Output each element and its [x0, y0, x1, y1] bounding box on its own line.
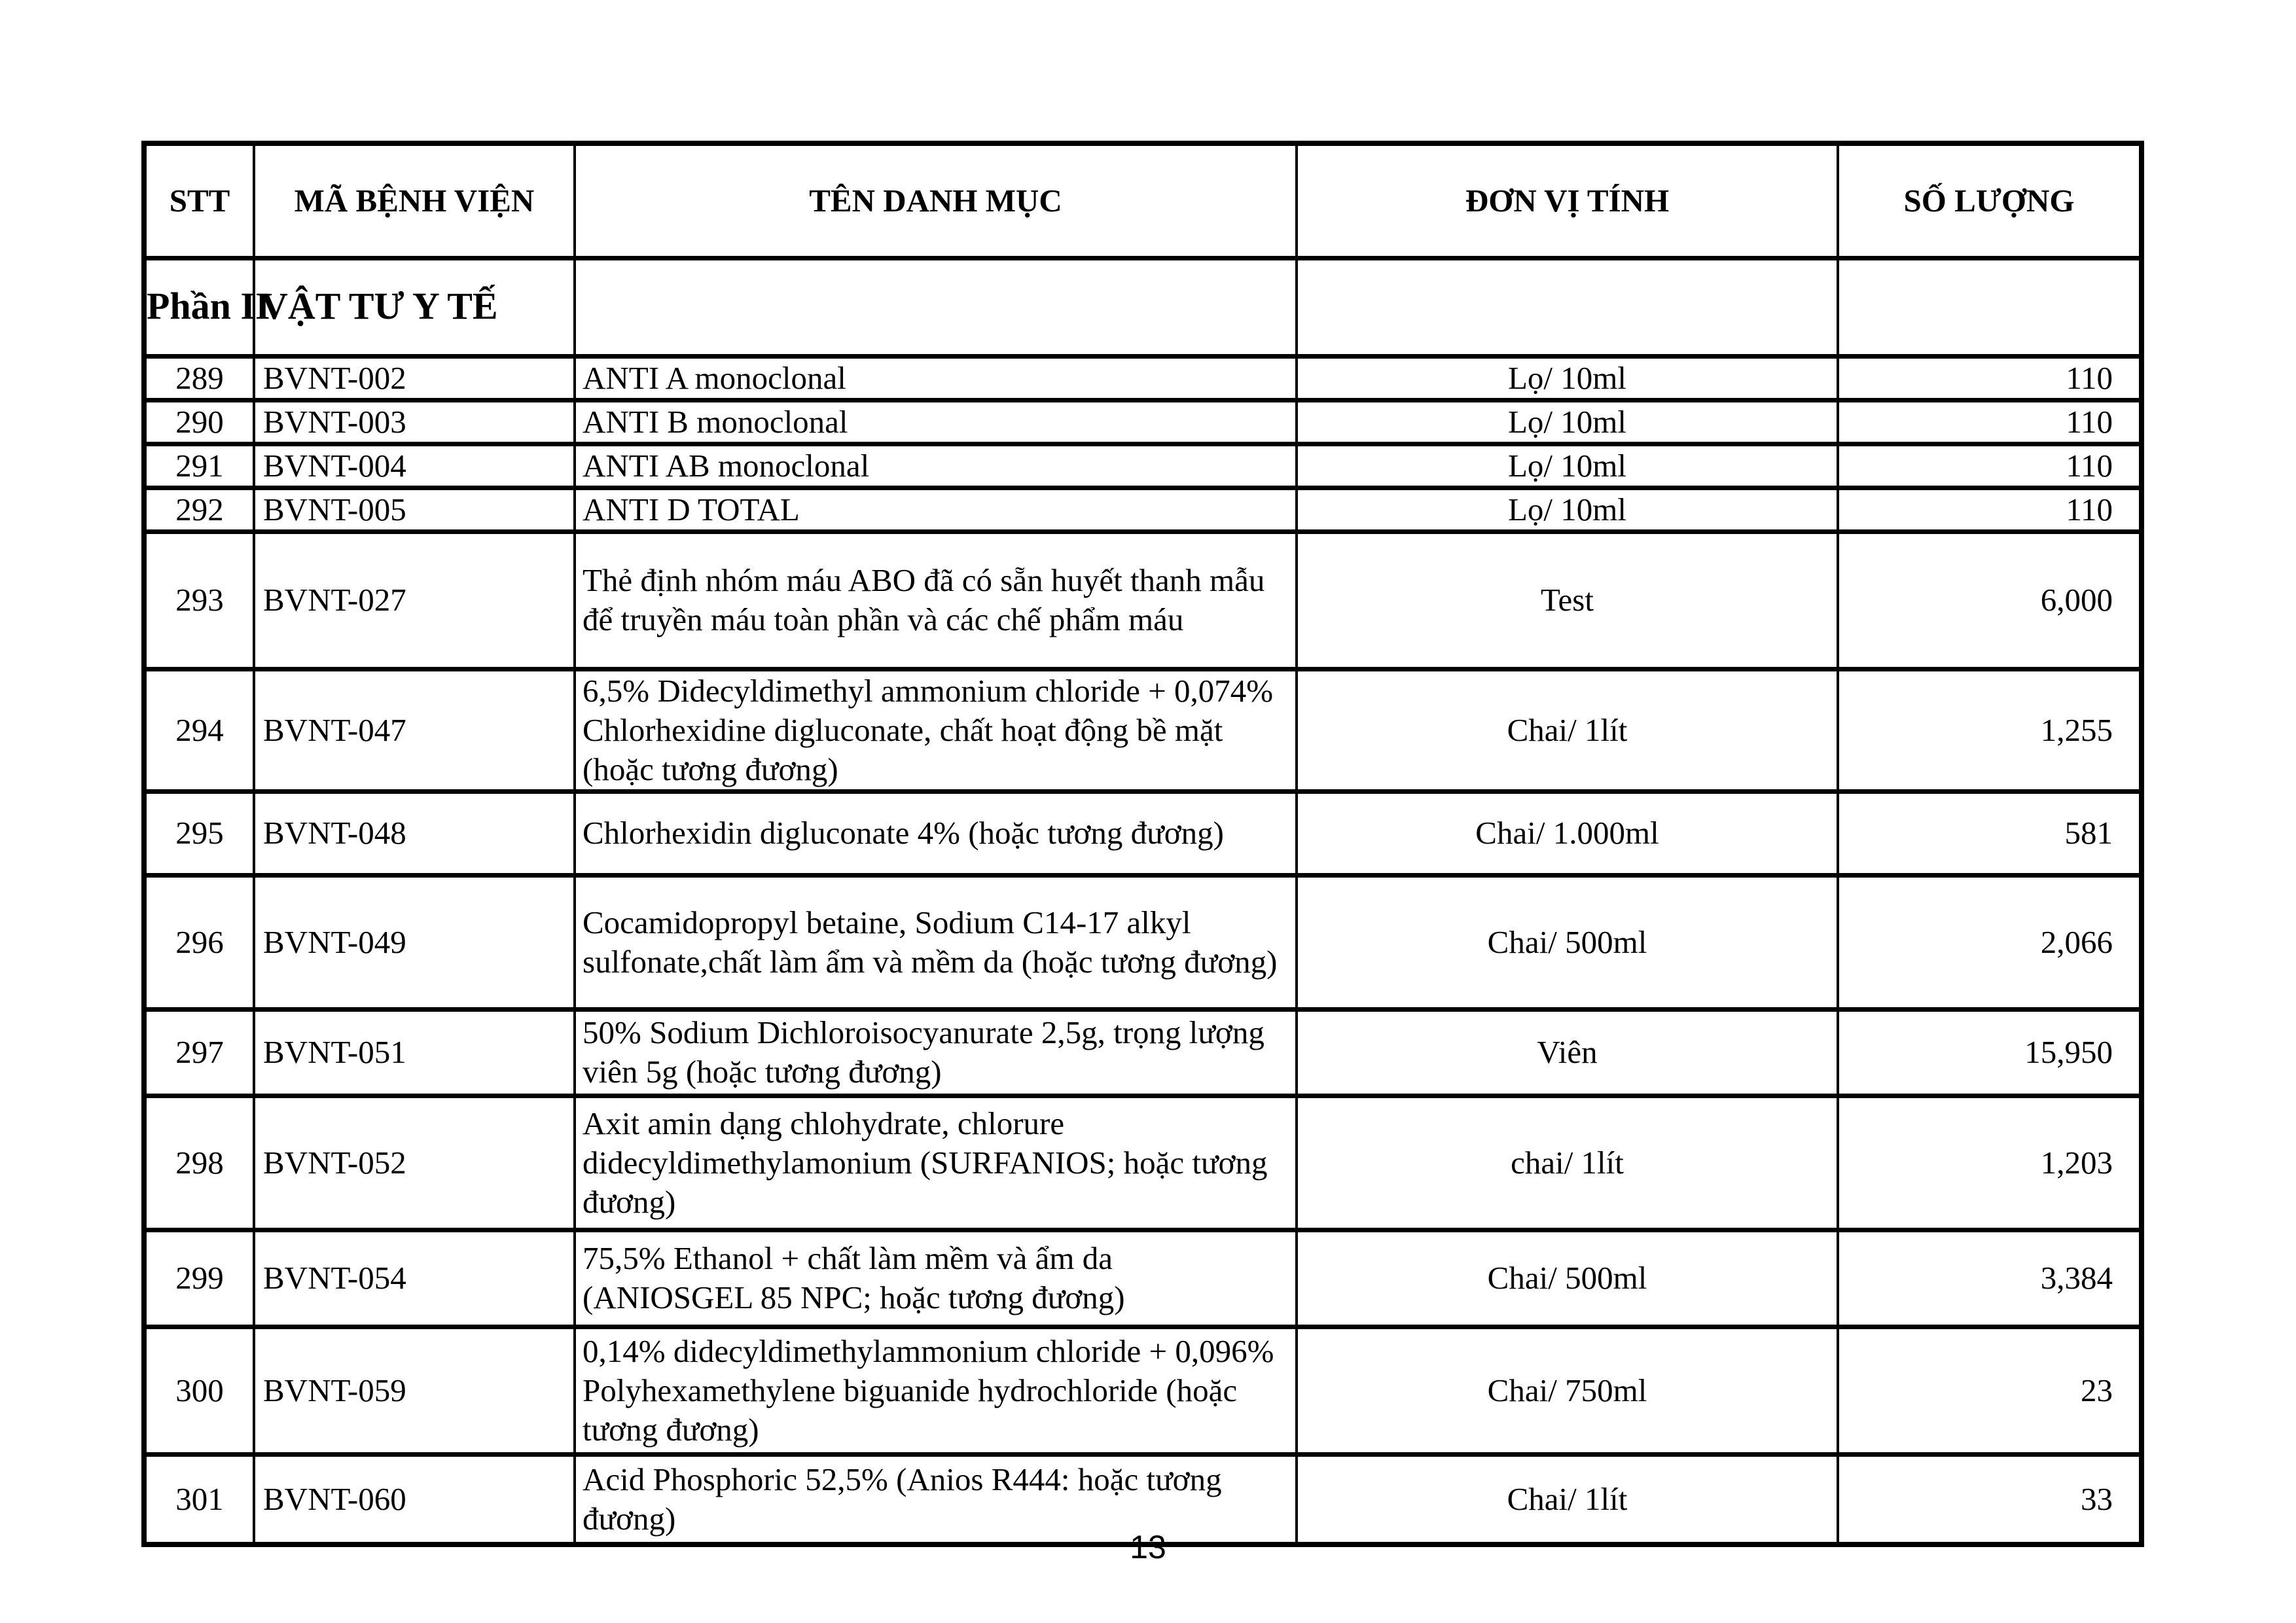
cell-don-vi-tinh: Lọ/ 10ml	[1297, 444, 1838, 488]
cell-don-vi-tinh: Chai/ 1lít	[1297, 669, 1838, 791]
col-header-ten-danh-muc: TÊN DANH MỤC	[575, 143, 1297, 258]
cell-don-vi-tinh: chai/ 1lít	[1297, 1096, 1838, 1230]
cell-don-vi-tinh: Test	[1297, 531, 1838, 669]
cell-stt: 301	[144, 1454, 254, 1544]
cell-stt: 290	[144, 400, 254, 444]
cell-so-luong: 33	[1838, 1454, 2142, 1544]
table-body	[144, 258, 2142, 1544]
cell-ten-danh-muc: ANTI A monoclonal	[575, 356, 1297, 400]
cell-ma-benh-vien: BVNT-002	[254, 356, 575, 400]
section-title: VẬT TƯ Y TẾ	[260, 284, 498, 327]
cell-so-luong: 110	[1838, 356, 2142, 400]
table-row	[144, 1327, 2142, 1454]
cell-stt: 298	[144, 1096, 254, 1230]
cell-ma-benh-vien: BVNT-047	[254, 669, 575, 791]
cell-don-vi-tinh: Chai/ 500ml	[1297, 1230, 1838, 1327]
supply-table	[141, 141, 2144, 1547]
cell-so-luong: 110	[1838, 444, 2142, 488]
table-row	[144, 531, 2142, 669]
table-row	[144, 356, 2142, 400]
cell-ma-benh-vien: BVNT-005	[254, 488, 575, 531]
table-row	[144, 875, 2142, 1009]
cell-ma-benh-vien: BVNT-004	[254, 444, 575, 488]
table-row	[144, 444, 2142, 488]
cell-ma-benh-vien: BVNT-027	[254, 531, 575, 669]
cell-ten-danh-muc: ANTI B monoclonal	[575, 400, 1297, 444]
cell-so-luong: 3,384	[1838, 1230, 2142, 1327]
col-header-ma-benh-vien: MÃ BỆNH VIỆN	[254, 143, 575, 258]
cell-stt: 291	[144, 444, 254, 488]
cell-ten-danh-muc: Thẻ định nhóm máu ABO đã có sẵn huyết thanh mẫu để truyền máu toàn phần và các chế phẩm máu	[575, 531, 1297, 669]
table-header-row	[144, 143, 2142, 258]
cell-so-luong: 110	[1838, 488, 2142, 531]
table-row	[144, 669, 2142, 791]
cell-stt: 292	[144, 488, 254, 531]
section-empty-cell	[1838, 258, 2142, 356]
cell-don-vi-tinh: Lọ/ 10ml	[1297, 356, 1838, 400]
cell-so-luong: 6,000	[1838, 531, 2142, 669]
section-label-cell	[144, 258, 270, 356]
cell-stt: 296	[144, 875, 254, 1009]
cell-ma-benh-vien: BVNT-052	[254, 1096, 575, 1230]
cell-ten-danh-muc: Acid Phosphoric 52,5% (Anios R444: hoặc tương đương)	[575, 1454, 1297, 1544]
cell-stt: 297	[144, 1009, 254, 1096]
section-empty-cell	[575, 258, 1297, 356]
cell-ten-danh-muc: 50% Sodium Dichloroisocyanurate 2,5g, trọng lượng viên 5g (hoặc tương đương)	[575, 1009, 1297, 1096]
table-row	[144, 488, 2142, 531]
cell-ma-benh-vien: BVNT-054	[254, 1230, 575, 1327]
cell-stt: 300	[144, 1327, 254, 1454]
cell-stt: 295	[144, 791, 254, 875]
cell-ten-danh-muc: Axit amin dạng chlohydrate, chlorure didecyldimethylamonium (SURFANIOS; hoặc tương đương)	[575, 1096, 1297, 1230]
cell-so-luong: 15,950	[1838, 1009, 2142, 1096]
cell-ten-danh-muc: 0,14% didecyldimethylammonium chloride + 0,096% Polyhexamethylene biguanide hydrochloride (hoặc tương đương)	[575, 1327, 1297, 1454]
cell-don-vi-tinh: Lọ/ 10ml	[1297, 400, 1838, 444]
cell-so-luong: 1,203	[1838, 1096, 2142, 1230]
section-empty-cell	[1297, 258, 1838, 356]
cell-don-vi-tinh: Chai/ 500ml	[1297, 875, 1838, 1009]
cell-don-vi-tinh: Chai/ 1lít	[1297, 1454, 1838, 1544]
cell-so-luong: 2,066	[1838, 875, 2142, 1009]
cell-so-luong: 110	[1838, 400, 2142, 444]
table-row	[144, 791, 2142, 875]
col-header-don-vi-tinh: ĐƠN VỊ TÍNH	[1297, 143, 1838, 258]
cell-stt: 289	[144, 356, 254, 400]
col-header-so-luong: SỐ LƯỢNG	[1838, 143, 2142, 258]
cell-don-vi-tinh: Lọ/ 10ml	[1297, 488, 1838, 531]
cell-ten-danh-muc: 6,5% Didecyldimethyl ammonium chloride + 0,074% Chlorhexidine digluconate, chất hoạt động bề mặt (hoặc tương đương)	[575, 669, 1297, 791]
table-row	[144, 1096, 2142, 1230]
table-row	[144, 1009, 2142, 1096]
section-title-cell	[254, 258, 575, 356]
section-label: Phần II	[147, 284, 270, 327]
cell-ma-benh-vien: BVNT-051	[254, 1009, 575, 1096]
cell-stt: 299	[144, 1230, 254, 1327]
cell-ma-benh-vien: BVNT-003	[254, 400, 575, 444]
cell-so-luong: 1,255	[1838, 669, 2142, 791]
cell-don-vi-tinh: Viên	[1297, 1009, 1838, 1096]
cell-ten-danh-muc: Cocamidopropyl betaine, Sodium C14-17 alkyl sulfonate,chất làm ẩm và mềm da (hoặc tương đương)	[575, 875, 1297, 1009]
cell-ten-danh-muc: 75,5% Ethanol + chất làm mềm và ẩm da (ANIOSGEL 85 NPC; hoặc tương đương)	[575, 1230, 1297, 1327]
col-header-stt: STT	[144, 143, 254, 258]
cell-don-vi-tinh: Chai/ 1.000ml	[1297, 791, 1838, 875]
cell-ma-benh-vien: BVNT-059	[254, 1327, 575, 1454]
cell-ten-danh-muc: Chlorhexidin digluconate 4% (hoặc tương đương)	[575, 791, 1297, 875]
table-row	[144, 1230, 2142, 1327]
cell-stt: 294	[144, 669, 254, 791]
cell-ma-benh-vien: BVNT-049	[254, 875, 575, 1009]
cell-ten-danh-muc: ANTI AB monoclonal	[575, 444, 1297, 488]
cell-stt: 293	[144, 531, 254, 669]
page-number: 13	[1130, 1529, 1166, 1565]
cell-ten-danh-muc: ANTI D TOTAL	[575, 488, 1297, 531]
cell-ma-benh-vien: BVNT-060	[254, 1454, 575, 1544]
section-row	[144, 258, 2142, 356]
cell-don-vi-tinh: Chai/ 750ml	[1297, 1327, 1838, 1454]
table-row	[144, 400, 2142, 444]
cell-so-luong: 581	[1838, 791, 2142, 875]
cell-ma-benh-vien: BVNT-048	[254, 791, 575, 875]
cell-so-luong: 23	[1838, 1327, 2142, 1454]
